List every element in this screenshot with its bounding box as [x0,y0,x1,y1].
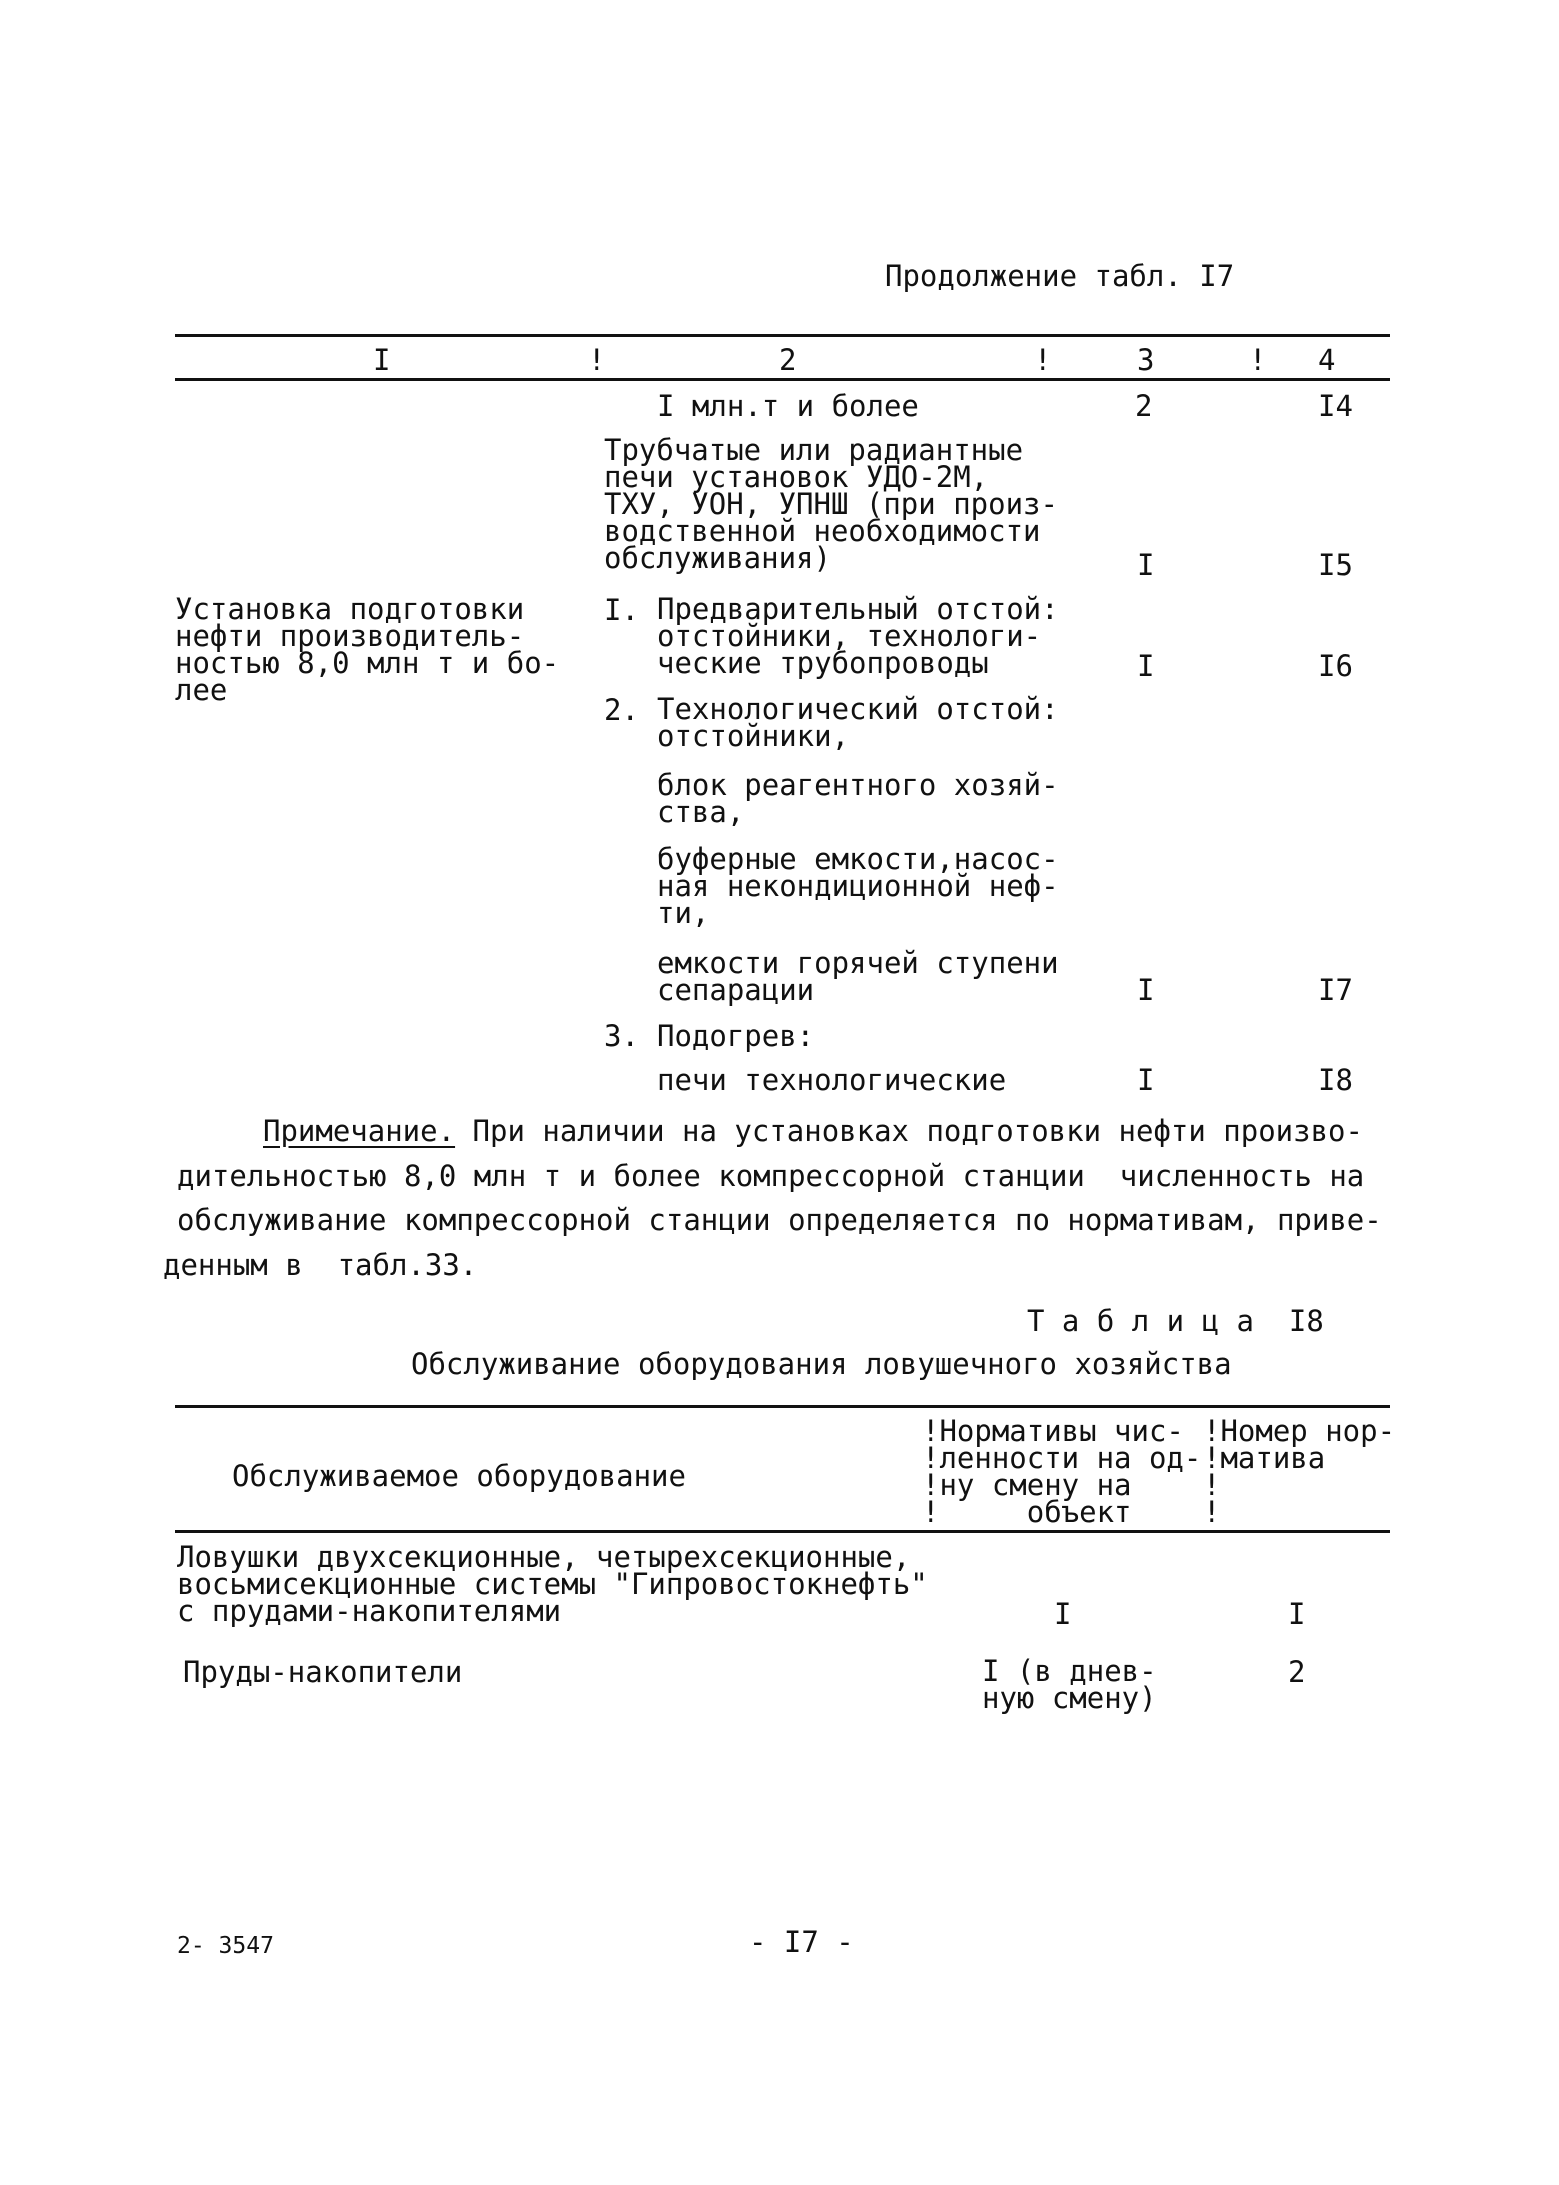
table-cell: Трубчатые или радиантные печи установок УДО-2М, ТХУ, УОН, УПНШ (при произ- водственной необходимости обслуживания) [604,433,1058,575]
continuation-title: Продолжение табл. I7 [885,259,1235,293]
table-cell: I (в днев- ную смену) [982,1654,1157,1715]
table-cell: печи технологические [657,1063,1007,1097]
table17-header-sep1: ! [588,343,606,377]
table-cell: буферные емкости,насос- ная некондиционной неф- ти, [657,842,1059,930]
table-cell: Пруды-накопители [183,1655,463,1689]
table-cell: 2 [1135,389,1153,423]
table-cell: I [1137,649,1155,683]
footer-code: 2- 3547 [177,1933,274,1959]
note-line1: При наличии на установках подготовки нефти произво- [455,1114,1363,1148]
table-cell: Подогрев: [657,1019,815,1053]
note-line3: обслуживание компрессорной станции определяется по нормативам, приве- [177,1203,1382,1237]
table-cell: 2. [604,693,639,727]
table-cell: Установка подготовки нефти производитель- ностью 8,0 млн т и бо- лее [175,592,560,707]
table18-header-rule [175,1530,1390,1533]
table-cell: I7 [1318,973,1353,1007]
table-cell: I [1137,548,1155,582]
table18-header-col1: Обслуживаемое оборудование [232,1459,686,1493]
table18-top-rule [175,1405,1390,1408]
table18-title: Обслуживание оборудования ловушечного хозяйства [411,1347,1232,1381]
note-label: Примечание. [263,1114,456,1148]
table-cell: I [1054,1597,1072,1631]
table17-header-col1: I [373,343,391,377]
note-paragraph [263,1114,1363,1148]
table17-header-col4: 4 [1318,343,1336,377]
table-cell: емкости горячей ступени сепарации [657,946,1059,1007]
table18-header-col3: !Номер нор- !матива ! ! [1203,1414,1396,1529]
table-cell: I [1137,973,1155,1007]
table-cell: Ловушки двухсекционные, четырехсекционные, восьмисекционные системы "Гипровостокнефть" с прудами-накопителями [177,1540,928,1628]
table-cell: I. [604,593,639,627]
table-cell: 3. [604,1019,639,1053]
footer-page-number: - I7 - [749,1925,854,1959]
table17-header-sep3: ! [1249,343,1267,377]
table-cell: I млн.т и более [657,389,919,423]
table-cell: Технологический отстой: отстойники, [657,692,1059,753]
table-cell: I8 [1318,1063,1353,1097]
table-cell: I [1288,1597,1306,1631]
table-cell: блок реагентного хозяй- ства, [657,768,1059,829]
table17-top-rule [175,334,1390,337]
table-cell: I [1137,1063,1155,1097]
table-cell: I4 [1318,389,1353,423]
table-cell: I6 [1318,649,1353,683]
table-cell: 2 [1288,1655,1306,1689]
table18-label: Т а б л и ц а I8 [1027,1304,1324,1338]
note-line4: денным в табл.33. [163,1248,478,1282]
table17-header-rule [175,378,1390,381]
table17-header-col2: 2 [779,343,797,377]
table18-header-col2: !Нормативы чис- !ленности на од- !ну смену на ! объект [922,1414,1202,1529]
table-cell: Предварительный отстой: отстойники, технологи- ческие трубопроводы [657,592,1059,680]
table17-header-sep2: ! [1034,343,1052,377]
table-cell: I5 [1318,548,1353,582]
note-line2: дительностью 8,0 млн т и более компрессорной станции численность на [177,1159,1365,1193]
table17-header-col3: 3 [1137,343,1155,377]
